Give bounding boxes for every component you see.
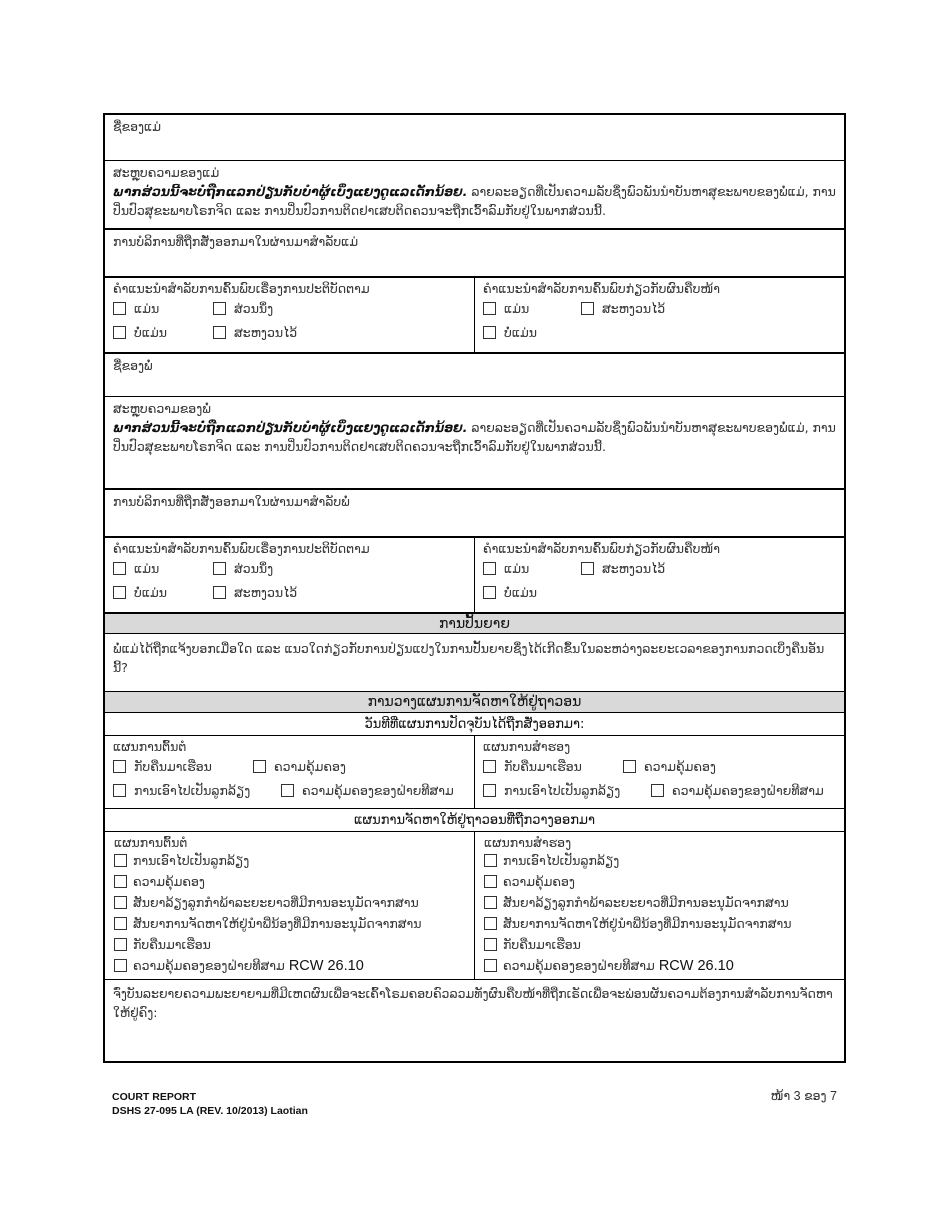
court-report-form xyxy=(103,113,846,1063)
father-services-label: ການບໍລິການທີ່ຖືກສັ່ງອອກມາໃນຜ່ານມາສຳລັບພໍ່ xyxy=(113,494,350,509)
ordered-alt-relative-agreement[interactable]: ສັນຍາການຈັດຫາໃຫ້ຢູ່ນຳພີ່ນ້ອງທີ່ມີການອະນຸມັດຈາກສານ xyxy=(484,913,836,934)
mediation-field[interactable] xyxy=(105,633,844,691)
checkbox[interactable] xyxy=(484,854,497,867)
current-alt-third-party[interactable]: ຄວາມຄຸ້ມຄອງຂອງຝ່າຍທີສາມ xyxy=(651,783,824,798)
reasonable-efforts-label: ຈົ່ງບັນລະຍາຍຄວາມພະຍາຍາມທີ່ມີເຫດຜົນເພື່ອຈະເຄົ້າໂຣມຄອບຄົວລວມທັງຜົນຄືບໜ້າທີ່ຖືກເຣັດເພື່ອຈະພ່ອນຜັນຄວາມຕ້ອງການສຳລັບການຈັດຫາໃຫ້ຢູ່ຄົງ: xyxy=(113,986,833,1020)
checkbox[interactable] xyxy=(253,760,266,773)
rcw-ref: RCW 26.10 xyxy=(288,957,364,974)
current-plan-date[interactable]: ວັນທີທີ່ແຜນການປັດຈຸບັນໄດ້ຖືກສັ່ງອອກມາ: xyxy=(105,712,844,735)
father-summary-note xyxy=(105,416,844,456)
father-compliance-reserved[interactable]: ສະຫງວນໄວ້ xyxy=(213,585,297,600)
father-progress-col xyxy=(474,538,844,612)
checkbox[interactable] xyxy=(113,302,126,315)
checkbox[interactable] xyxy=(113,326,126,339)
current-primary-adoption[interactable]: ການເອົາໄປເປັນລູກລ້ຽງ xyxy=(113,783,281,798)
ordered-primary-adoption[interactable]: ການເອົາໄປເປັນລູກລ້ຽງ xyxy=(114,850,466,871)
mother-progress-yes[interactable]: ແມ່ນ xyxy=(483,301,581,316)
current-primary-return-home[interactable]: ກັບຄືນມາເຮືອນ xyxy=(113,759,253,774)
current-alt-col xyxy=(474,736,844,808)
mother-services-field[interactable] xyxy=(105,228,844,276)
father-summary-bold: ພາກສ່ວນນີ້ຈະບໍ່ຖືກແລກປ່ຽນກັບບຳຜູ້ເບິ່ງແຍງດູແລເດັກນ້ອຍ. xyxy=(113,420,468,435)
checkbox[interactable] xyxy=(114,854,127,867)
father-compliance-no[interactable]: ບໍ່ແມ່ນ xyxy=(113,585,213,600)
father-name-field[interactable] xyxy=(105,352,844,396)
current-alt-adoption[interactable]: ການເອົາໄປເປັນລູກລ້ຽງ xyxy=(483,783,651,798)
reasonable-efforts-field[interactable] xyxy=(105,979,844,1061)
checkbox[interactable] xyxy=(114,938,127,951)
mother-name-label: ຊື່ຂອງແມ່ xyxy=(113,119,162,134)
checkbox[interactable] xyxy=(484,875,497,888)
page-number: ໜ້າ 3 ຂອງ 7 xyxy=(770,1089,837,1103)
checkbox[interactable] xyxy=(113,562,126,575)
mother-services-label: ການບໍລິການທີ່ຖືກສັ່ງອອກມາໃນຜ່ານມາສຳລັບແມ່ xyxy=(113,234,359,249)
footer-form-id: DSHS 27-095 LA (REV. 10/2013) Laotian xyxy=(112,1105,308,1117)
ordered-primary-label: ແຜນການຕົ້ນຕໍ xyxy=(114,835,188,850)
father-summary-text: ລາຍລະອຽດທີ່ເປັນຄວາມລັບຊຶ່ງພົວພັນນຳບັນຫາສຸຂະພາບຂອງພໍ່ແມ່, ການປິ່ນປົວສຸຂະພາບໂຣກຈິດ ແລະ ການປິ່ນປົວການຕິດຢາເສບຕິດຄວນຈະຖືກເວົ້າລົມກັບຢູ່ໃນພາກສ່ວນນີ້. xyxy=(113,420,836,454)
current-plan xyxy=(105,735,844,808)
checkbox[interactable] xyxy=(213,302,226,315)
current-primary-col xyxy=(105,736,474,808)
checkbox[interactable] xyxy=(484,917,497,930)
checkbox[interactable] xyxy=(213,586,226,599)
checkbox[interactable] xyxy=(114,896,127,909)
current-alt-label: ແຜນການສຳຮອງ xyxy=(483,739,571,754)
mother-summary-field[interactable] xyxy=(105,160,844,228)
current-alt-guardianship[interactable]: ຄວາມຄຸ້ມຄອງ xyxy=(623,759,716,774)
checkbox[interactable] xyxy=(581,302,594,315)
checkbox[interactable] xyxy=(213,326,226,339)
mother-compliance-partial[interactable]: ສ່ວນນຶ່ງ xyxy=(213,301,273,316)
checkbox[interactable] xyxy=(113,784,126,797)
mother-compliance-label: ຄຳແນະນຳສຳລັບການຄົ້ນພົບເຣື່ອງການປະຕິບັດຕາມ xyxy=(113,281,370,296)
checkbox[interactable] xyxy=(623,760,636,773)
mother-progress-reserved[interactable]: ສະຫງວນໄວ້ xyxy=(581,301,665,316)
checkbox[interactable] xyxy=(483,326,496,339)
ordered-primary-guardianship[interactable]: ຄວາມຄຸ້ມຄອງ xyxy=(114,871,466,892)
mother-summary-label: ສະຫຼຸບຄວາມຂອງແມ່ xyxy=(113,165,220,180)
father-progress-reserved[interactable]: ສະຫງວນໄວ້ xyxy=(581,561,665,576)
checkbox[interactable] xyxy=(651,784,664,797)
mother-compliance-no[interactable]: ບໍ່ແມ່ນ xyxy=(113,325,213,340)
checkbox[interactable] xyxy=(114,917,127,930)
ordered-alt-long-term-foster[interactable]: ສັນຍາລ້ຽງລູກກຳພ້າລະຍະຍາວທີ່ມີການອະນຸມັດຈາກສານ xyxy=(484,892,836,913)
current-alt-return-home[interactable]: ກັບຄືນມາເຮືອນ xyxy=(483,759,623,774)
checkbox[interactable] xyxy=(483,760,496,773)
father-compliance-col xyxy=(105,538,474,612)
footer-report-title: COURT REPORT xyxy=(112,1091,196,1103)
mother-compliance-yes[interactable]: ແມ່ນ xyxy=(113,301,213,316)
mother-progress-label: ຄຳແນະນຳສຳລັບການຄົ້ນພົບກ່ຽວກັບຜົນຄືບໜ້າ xyxy=(483,281,721,296)
rcw-ref: RCW 26.10 xyxy=(658,957,734,974)
father-compliance-label: ຄຳແນະນຳສຳລັບການຄົ້ນພົບເຣື່ອງການປະຕິບັດຕາມ xyxy=(113,541,370,556)
father-services-field[interactable] xyxy=(105,488,844,536)
father-name-label: ຊື່ຂອງພໍ່ xyxy=(113,358,153,373)
father-findings xyxy=(105,536,844,612)
mother-compliance-reserved[interactable]: ສະຫງວນໄວ້ xyxy=(213,325,297,340)
mother-name-field[interactable] xyxy=(105,115,844,160)
checkbox[interactable] xyxy=(581,562,594,575)
checkbox[interactable] xyxy=(484,959,497,972)
ordered-alt-return-home[interactable]: ກັບຄືນມາເຮືອນ xyxy=(484,934,836,955)
ordered-primary-relative-agreement[interactable]: ສັນຍາການຈັດຫາໃຫ້ຢູ່ນຳພີ່ນ້ອງທີ່ມີການອະນຸມັດຈາກສານ xyxy=(114,913,466,934)
ordered-primary-third-party[interactable]: ຄວາມຄຸ້ມຄອງຂອງຝ່າຍທີສາມ RCW 26.10 xyxy=(114,955,466,976)
father-compliance-yes[interactable]: ແມ່ນ xyxy=(113,561,213,576)
ordered-alt-col xyxy=(474,832,844,979)
father-summary-field[interactable] xyxy=(105,396,844,488)
footer-form-info xyxy=(112,1090,308,1118)
checkbox[interactable] xyxy=(113,760,126,773)
checkbox[interactable] xyxy=(281,784,294,797)
father-progress-yes[interactable]: ແມ່ນ xyxy=(483,561,581,576)
ordered-plan xyxy=(105,831,844,979)
father-progress-no[interactable]: ບໍ່ແມ່ນ xyxy=(483,585,537,600)
mother-progress-col xyxy=(474,278,844,352)
father-progress-label: ຄຳແນະນຳສຳລັບການຄົ້ນພົບກ່ຽວກັບຜົນຄືບໜ້າ xyxy=(483,541,721,556)
mediation-header: ການປັ້ນຍາຍ xyxy=(105,612,844,633)
ordered-alt-label: ແຜນການສຳຮອງ xyxy=(484,835,572,850)
checkbox[interactable] xyxy=(114,959,127,972)
mother-compliance-col xyxy=(105,278,474,352)
current-primary-label: ແຜນການຕົ້ນຕໍ xyxy=(113,739,187,754)
father-summary-label: ສະຫຼຸບຄວາມຂອງພໍ່ xyxy=(113,401,211,416)
permanency-header: ການວາງແຜນການຈັດຫາໃຫ້ຢູ່ຖາວອນ xyxy=(105,691,844,712)
ordered-primary-col xyxy=(105,832,474,979)
checkbox[interactable] xyxy=(483,784,496,797)
father-compliance-partial[interactable]: ສ່ວນນຶ່ງ xyxy=(213,561,273,576)
current-primary-guardianship[interactable]: ຄວາມຄຸ້ມຄອງ xyxy=(253,759,346,774)
mother-summary-note xyxy=(105,180,844,220)
checkbox[interactable] xyxy=(213,562,226,575)
checkbox[interactable] xyxy=(483,562,496,575)
checkbox[interactable] xyxy=(484,896,497,909)
checkbox[interactable] xyxy=(114,875,127,888)
mother-findings xyxy=(105,276,844,352)
ordered-primary-return-home[interactable]: ກັບຄືນມາເຮືອນ xyxy=(114,934,466,955)
ordered-plan-header: ແຜນການຈັດຫາໃຫ້ຢູ່ຖາວອນທີ່ຖືກວາງອອກມາ xyxy=(105,808,844,831)
ordered-primary-long-term-foster[interactable]: ສັນຍາລ້ຽງລູກກຳພ້າລະຍະຍາວທີ່ມີການອະນຸມັດຈາກສານ xyxy=(114,892,466,913)
current-primary-third-party[interactable]: ຄວາມຄຸ້ມຄອງຂອງຝ່າຍທີສາມ xyxy=(281,783,454,798)
checkbox[interactable] xyxy=(484,938,497,951)
checkbox[interactable] xyxy=(483,586,496,599)
mother-summary-text: ລາຍລະອຽດທີ່ເປັນຄວາມລັບຊຶ່ງພົວພັນນຳບັນຫາສຸຂະພາບຂອງພໍ່ແມ່, ການປິ່ນປົວສຸຂະພາບໂຣກຈິດ ແລະ ການປິ່ນປົວການຕິດຢາເສບຕິດຄວນຈະຖືກເວົ້າລົມກັບຢູ່ໃນພາກສ່ວນນີ້. xyxy=(113,184,836,218)
ordered-alt-third-party[interactable]: ຄວາມຄຸ້ມຄອງຂອງຝ່າຍທີສາມ RCW 26.10 xyxy=(484,955,836,976)
ordered-alt-guardianship[interactable]: ຄວາມຄຸ້ມຄອງ xyxy=(484,871,836,892)
mother-progress-no[interactable]: ບໍ່ແມ່ນ xyxy=(483,325,537,340)
mother-summary-bold: ພາກສ່ວນນີ້ຈະບໍ່ຖືກແລກປ່ຽນກັບບຳຜູ້ເບິ່ງແຍງດູແລເດັກນ້ອຍ. xyxy=(113,184,468,199)
ordered-alt-adoption[interactable]: ການເອົາໄປເປັນລູກລ້ຽງ xyxy=(484,850,836,871)
checkbox[interactable] xyxy=(483,302,496,315)
mediation-question: ພໍ່ແມ່ໄດ້ຖືກແຈ້ງບອກເມື່ອໃດ ແລະ ແນວໃດກ່ຽວກັບການປ່ຽນແປງໃນການປັ້ນຍາຍຊຶ່ງໄດ້ເກີດຂຶ້ນໃນລະຫວ່າງລະຍະເວລາຂອງການກວດເບິ່ງຄືນອັນນີ້? xyxy=(113,641,825,675)
checkbox[interactable] xyxy=(113,586,126,599)
